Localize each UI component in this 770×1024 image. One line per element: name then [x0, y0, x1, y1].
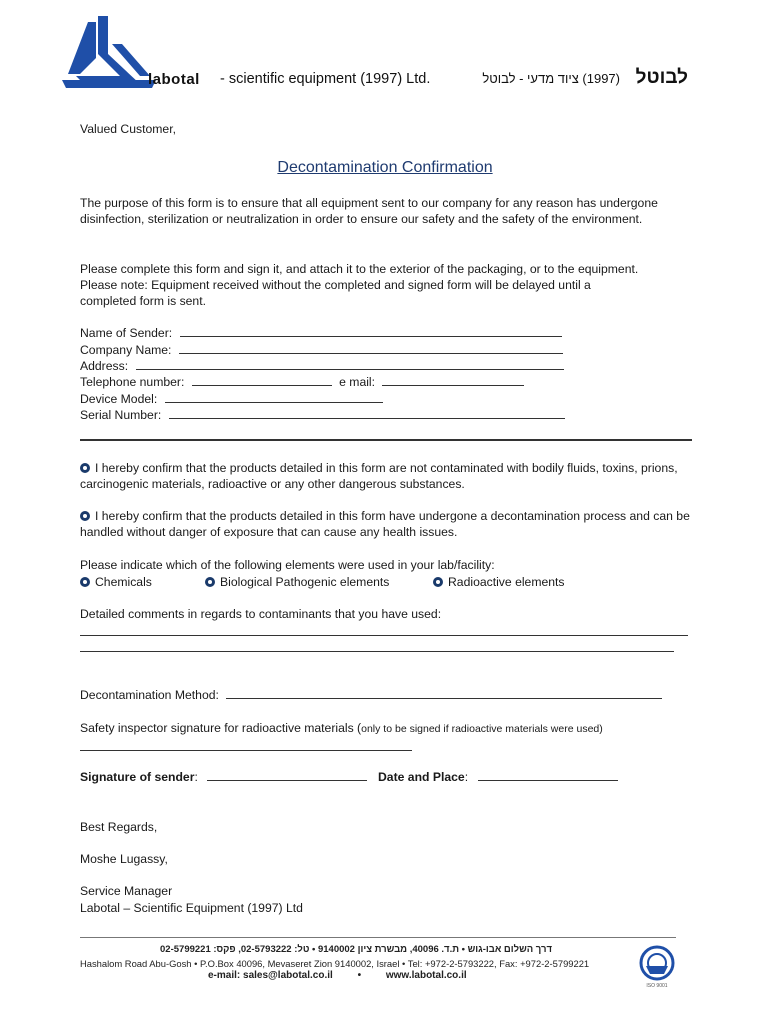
signature-field[interactable]: Signature of sender: [80, 769, 367, 785]
confirm-statement-1[interactable] [80, 460, 692, 493]
footer-divider [80, 937, 676, 938]
footer-hebrew: דרך השלום אבו-גוש • ת.ד. 40096, מבשרת ציון 9140002 • טל: 02-5793222, פקס: 02-5799221 [160, 944, 552, 955]
device-input-line[interactable] [165, 391, 383, 403]
serial-label: Serial Number: [80, 408, 162, 422]
serial-input-line[interactable] [169, 407, 565, 419]
signature-label: Signature of sender [80, 770, 195, 784]
serial-field[interactable] [80, 407, 565, 423]
telephone-label: Telephone number: [80, 375, 185, 389]
element-option-radioactive[interactable] [433, 574, 565, 590]
sender-label: Name of Sender: [80, 326, 173, 340]
page-title: Decontamination Confirmation [277, 159, 493, 176]
element-option-chemicals[interactable] [80, 574, 152, 590]
element-label: Biological Pathogenic elements [220, 575, 390, 589]
confirm-text-1: I hereby confirm that the products detailed in this form are not contaminated with bodily fluids, toxins, prions, carcinogenic materials, radioactive or any other dangerous substances. [80, 461, 678, 492]
company-name-he: (1997) ציוד מדעי - לבוטל [482, 71, 620, 86]
confirm-text-2: I hereby confirm that the products detailed in this form have undergone a decontamination process and can be handled without danger of exposure that can cause any health issues. [80, 509, 690, 540]
address-label: Address: [80, 359, 129, 373]
iso-seal-caption: ISO 9001 [646, 983, 668, 989]
closing-org: Labotal – Scientific Equipment (1997) Ltd [80, 901, 303, 915]
instructions-line-2: Please note: Equipment received without the completed and signed form will be delayed until a completed form is sent. [80, 278, 591, 309]
footer-contact: e-mail: sales@labotal.co.il • www.labotal.co.il [208, 970, 467, 981]
method-field[interactable] [80, 687, 662, 703]
comments-line-1[interactable] [80, 635, 688, 636]
date-place-field[interactable]: Date and Place: [378, 769, 618, 785]
date-place-label: Date and Place [378, 770, 465, 784]
footer-web[interactable]: www.labotal.co.il [385, 970, 467, 981]
element-label: Radioactive elements [448, 575, 565, 589]
footer-email[interactable]: e-mail: sales@labotal.co.il [208, 970, 333, 981]
footer-address: Hashalom Road Abu-Gosh • P.O.Box 40096, Mevaseret Zion 9140002, Israel • Tel: +972-2-5793222, Fax: +972-2-5799221 [80, 958, 590, 969]
element-option-biological[interactable] [205, 574, 389, 590]
company-name-en: - scientific equipment (1997) Ltd. [220, 71, 431, 87]
greeting: Valued Customer, [80, 122, 176, 136]
sender-field[interactable] [80, 325, 562, 341]
date-place-input-line[interactable] [478, 769, 618, 781]
method-input-line[interactable] [226, 687, 662, 699]
iso-seal-icon [638, 944, 676, 984]
brand-name-he: לבוטל [635, 67, 688, 88]
radio-icon[interactable] [433, 577, 443, 587]
elements-prompt: Please indicate which of the following elements were used in your lab/facility: [80, 558, 495, 572]
closing-name: Moshe Lugassy, [80, 852, 168, 866]
email-label: e mail: [339, 375, 376, 389]
device-label: Device Model: [80, 392, 158, 406]
radio-icon[interactable] [80, 463, 90, 473]
method-label: Decontamination Method: [80, 688, 219, 702]
radio-icon[interactable] [80, 511, 90, 521]
instructions-line-1: Please complete this form and sign it, and attach it to the exterior of the packaging, or to the equipment. [80, 262, 639, 276]
address-field[interactable] [80, 358, 564, 374]
closing-role: Service Manager [80, 884, 173, 898]
inspector-field [80, 720, 603, 737]
telephone-input-line[interactable] [192, 374, 332, 386]
address-input-line[interactable] [136, 358, 564, 370]
confirm-statement-2[interactable] [80, 508, 692, 541]
comments-prompt: Detailed comments in regards to contaminants that you have used: [80, 607, 442, 621]
closing-regards: Best Regards, [80, 820, 158, 834]
company-input-line[interactable] [179, 342, 563, 354]
element-label: Chemicals [95, 575, 152, 589]
sender-input-line[interactable] [180, 325, 562, 337]
signature-input-line[interactable] [207, 769, 367, 781]
company-label: Company Name: [80, 343, 172, 357]
inspector-note: only to be signed if radioactive materials were used) [361, 723, 603, 735]
brand-name: labotal [148, 71, 200, 88]
radio-icon[interactable] [205, 577, 215, 587]
section-divider [80, 439, 692, 441]
company-field[interactable] [80, 342, 563, 358]
device-field[interactable] [80, 391, 383, 407]
inspector-label: Safety inspector signature for radioactive materials ( [80, 721, 362, 735]
telephone-field[interactable] [80, 374, 524, 390]
comments-line-2[interactable] [80, 651, 674, 652]
inspector-signature-line[interactable] [80, 750, 412, 751]
email-input-line[interactable] [382, 374, 524, 386]
intro-paragraph: The purpose of this form is to ensure that all equipment sent to our company for any reason has undergone disinfection, sterilization or neutralization in order to ensure our safety and the safety of the environment. [80, 196, 658, 227]
radio-icon[interactable] [80, 577, 90, 587]
